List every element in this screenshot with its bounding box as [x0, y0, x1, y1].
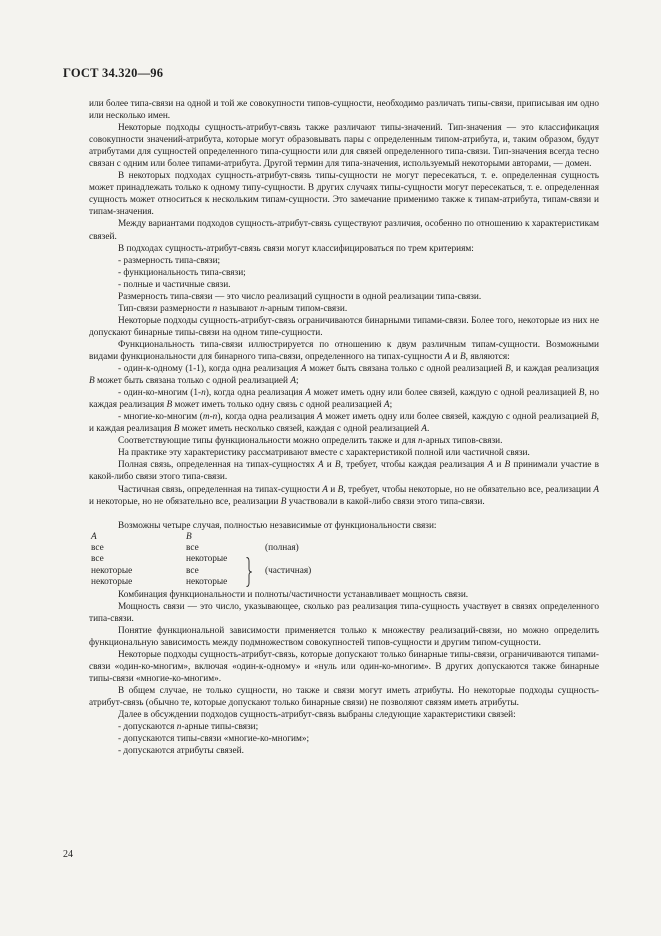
paragraph: - один-ко-многим (1-n), когда одна реализация A может иметь одну или более связей, каждую с одной реализацией B, но каждая реализация B может иметь только одну связь с одной реализацией A; — [89, 388, 599, 411]
table-cell: некоторые — [186, 577, 228, 588]
paragraph: Тип-связи размерности n называют n-арным типом-связи. — [118, 303, 348, 314]
list-item: - допускаются типы-связи «многие-ко-многим»; — [118, 734, 310, 745]
paragraph: - многие-ко-многим (m-n), когда одна реализация A может иметь одну или более связей, каждую с одной реализацией B, и каждая реализация B может иметь несколько связей, каждая с одной реализацией A. — [89, 412, 599, 435]
page-number: 24 — [63, 849, 73, 860]
table-cell: все — [91, 543, 104, 554]
table-cell: (полная) — [265, 543, 299, 554]
column-header-a: A — [91, 531, 97, 542]
table-cell: (частичная) — [265, 565, 312, 576]
table-row — [91, 554, 385, 565]
table-cell: некоторые — [91, 565, 133, 576]
list-item: - размерность типа-связи; — [118, 255, 221, 266]
curly-brace-icon — [246, 557, 252, 587]
paragraph: Понятие функциональной зависимости применяется только к множеству реализаций-связи, но можно определить функциональную зависимость между подмножеством совокупностей типов-сущности и другим типом-сущности. — [89, 625, 599, 648]
table-row — [91, 543, 385, 554]
paragraph: Некоторые подходы сущность-атрибут-связь ограничиваются бинарными типами-связи. Более того, некоторые из них не допускают бинарные типы-связи на одном типе-сущности. — [89, 315, 599, 338]
table-cell: все — [186, 543, 199, 554]
list-item: - функциональность типа-связи; — [118, 267, 246, 278]
cases-table — [91, 532, 385, 589]
document-header: ГОСТ 34.320—96 — [63, 66, 164, 80]
paragraph: или более типа-связи на одной и той же совокупности типов-сущности, необходимо различать типы-связи, приписывая им одно или несколько имен. — [89, 99, 599, 122]
paragraph: В некоторых подходах сущность-атрибут-связь типы-сущности не могут пересекаться, т. е. определенная сущность может принадлежать только к одному типу-сущности. В других случаях типы-сущности могут пересекаться, т. е. определенная сущность может относиться к нескольким типам-сущности. Это замечание применимо также к типам-атрибута, типам-связи и типам-значения. — [89, 171, 599, 218]
table-cell: некоторые — [91, 577, 133, 588]
paragraph: - один-к-одному (1-1), когда одна реализация A может быть связана только с одной реализацией B, и каждая реализация B может быть связана только с одной реализацией A; — [89, 364, 599, 387]
list-item: - допускаются атрибуты связей. — [118, 746, 244, 757]
paragraph: Далее в обсуждении подходов сущность-атрибут-связь выбраны следующие характеристики связей: — [118, 710, 516, 721]
table-cell: некоторые — [186, 554, 228, 565]
paragraph: Некоторые подходы сущность-атрибут-связь, которые допускают только бинарные типы-связи, ограничиваются типами-связи «один-ко-многим», включая «один-к-одному» и «нуль или один-ко-многим». В других допускаются также бинарные типы-связи «многие-ко-многим». — [89, 649, 599, 684]
table-header-row — [91, 532, 385, 543]
paragraph: На практике эту характеристику рассматривают вместе с характеристикой полной или частичной связи. — [118, 448, 530, 459]
table-cell — [265, 577, 385, 588]
table-cell: все — [91, 554, 104, 565]
paragraph: Между вариантами подходов сущность-атрибут-связь существуют различия, особенно по отношению к характеристикам связей. — [89, 219, 599, 242]
paragraph: Возможны четыре случая, полностью независимые от функциональности связи: — [118, 520, 437, 531]
paragraph: В подходах сущность-атрибут-связь связи могут классифицироваться по трем критериям: — [118, 243, 474, 254]
table-cell: все — [186, 565, 199, 576]
paragraph: В общем случае, не только сущности, но также и связи могут иметь атрибуты. Но некоторые подходы сущность-атрибут-связь (обычно те, которые допускают только бинарные связи) не позволяют связям иметь атрибуты. — [89, 686, 599, 709]
table-row — [91, 566, 385, 577]
paragraph: Соответствующие типы функциональности можно определить также и для n-арных типов-связи. — [118, 436, 503, 447]
paragraph: Полная связь, определенная на типах-сущностях A и B, требует, чтобы каждая реализация A и B принимали участие в какой-либо связи этого типа-связи. — [89, 460, 600, 483]
document-body — [89, 98, 599, 757]
table-cell — [265, 554, 385, 565]
paragraph: Функциональность типа-связи иллюстрируется по отношению к двум различным типам-сущности. Возможными видами функциональности для бинарного типа-связи, определенного на типах-сущности A и B, являются: — [89, 339, 599, 362]
paragraph: Размерность типа-связи — это число реализаций сущности в одной реализации типа-связи. — [118, 291, 482, 302]
column-header-b: B — [186, 531, 192, 542]
paragraph: Частичная связь, определенная на типах-сущности A и B, требует, чтобы некоторые, но не обязательно все, реализации A и некоторые, но не обязательно все, реализации B участвовали в какой-либо связи этого типа-связи. — [89, 484, 599, 507]
paragraph: Комбинация функциональности и полноты/частичности устанавливает мощность связи. — [118, 589, 469, 600]
paragraph: Мощность связи — это число, указывающее, сколько раз реализация типа-сущность участвует в связях определенного типа-связи. — [89, 601, 599, 624]
paragraph: Некоторые подходы сущность-атрибут-связь также различают типы-значений. Тип-значения — это классификация совокупности значений-атрибута, которые могут образовывать пары с определенным типом-атрибута, и, таким образом, будут атрибутами для сущностей определенного типа-сущности или для связей определенного типа-связи. Тип-значения всегда тесно связан с одним или более типами-атрибута. Другой термин для типа-значения, используемый некоторыми авторами, — домен. — [89, 123, 599, 170]
list-item: - допускаются n-арные типы-связи; — [118, 722, 259, 733]
table-row — [91, 577, 385, 588]
list-item: - полные и частичные связи. — [118, 279, 231, 290]
